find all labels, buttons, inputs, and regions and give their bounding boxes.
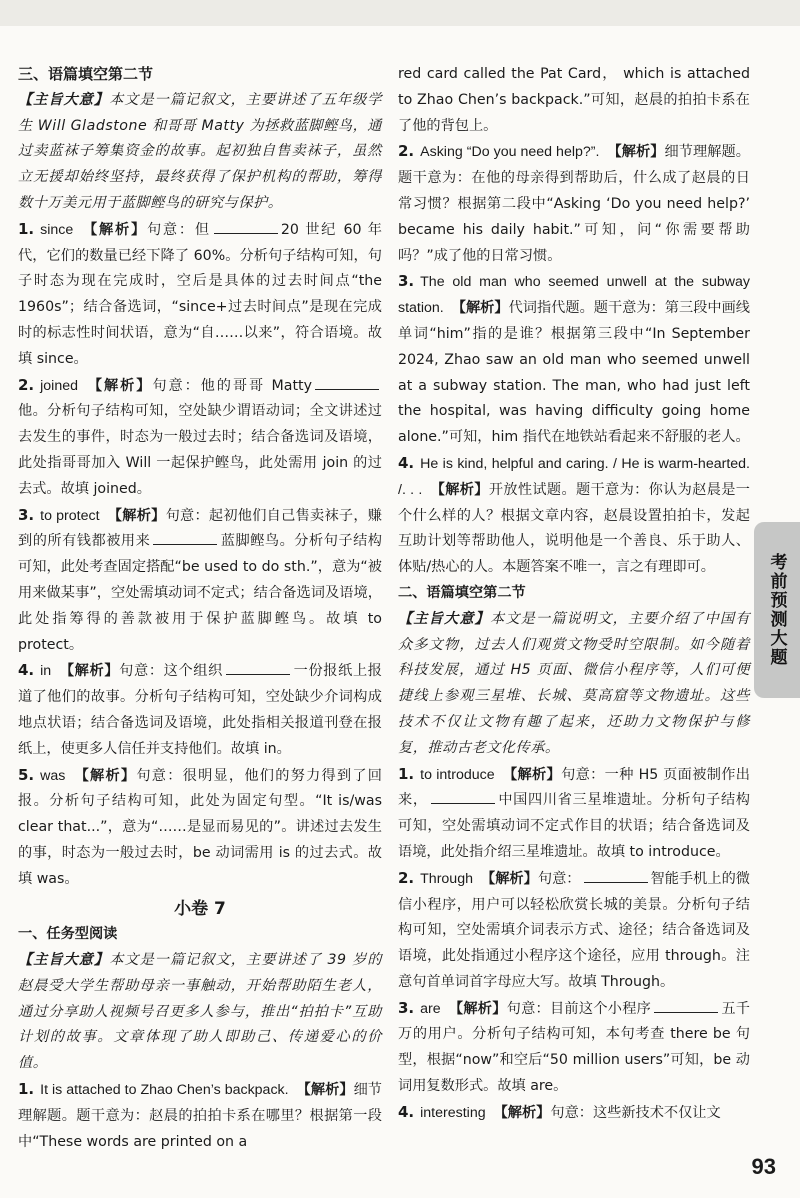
item-text: 蓝脚鲣鸟。分析句子结构可知，此处考查固定搭配“be used to do sth.”，意为“被用来做某事”，空处需填动词不定式；结合备选词及语境，此处指筹得的善款被用于保护蓝脚鲣鸟。故填 to protect。 — [18, 533, 382, 653]
item-answer: are — [420, 1000, 441, 1017]
answer-item — [18, 763, 382, 893]
item-number: 4. — [398, 1102, 415, 1121]
item-answer: joined — [40, 377, 79, 394]
answer-item — [18, 217, 382, 373]
summary-paragraph — [18, 88, 382, 217]
item-label: 【解析】 — [493, 1104, 551, 1121]
item-text: 句意：他的哥哥 Matty — [152, 377, 312, 394]
item-text: 20 世纪 60 年代，它们的数量已经下降了 60%。分析句子结构可知，句子时态为现在完成时，空后是具体的过去时间点“the 1960s”；结合备选词，“since+过去时间点”是现在完成时的标志性时间状语，意为“自……以来”，符合语境。故填 since。 — [18, 221, 382, 367]
item-text: 开放性试题。题干意为：你认为赵晨是一个什么样的人？根据文章内容，赵晨设置拍拍卡，发起互助计划等帮助他人，说明他是一个善良、乐于助人、体贴/热心的人。本题答案不唯一，言之有理即可。 — [398, 481, 750, 576]
answer-item — [18, 658, 382, 762]
item-label: 【解析】 — [480, 870, 538, 887]
item-label: 【解析】 — [81, 221, 147, 238]
item-text: 他。分析句子结构可知，空处缺少谓语动词；全文讲述过去发生的事件，时态为一般过去时；结合备选词及语境，此处指哥哥加入 Will 一起保护鲣鸟，此处需用 join 的过去式。故填 joined。 — [18, 403, 382, 497]
summary-text: 本文是一篇说明文，主要介绍了中国有众多文物，过去人们观赏文物受时空限制。如今随着科技发展，通过 H5 页面、微信小程序等，人们可便捷线上参观三星堆、长城、莫高窟等文物遗址。这些技术不仅让文物有趣了起来，还助力文物保护与修复，推动古老文化传承。 — [398, 610, 750, 756]
left-column — [18, 62, 382, 1155]
blank-line — [584, 868, 648, 883]
item-text: 句意：一种 H5 页面被制作出来， — [398, 766, 750, 809]
item-label: 【解析】 — [86, 377, 153, 394]
item-label: 【解析】 — [451, 300, 509, 317]
summary-text: 本文是一篇记叙文，主要讲述了 39 岁的赵晨受大学生帮助母亲一事触动，开始帮助陌生老人，通过分享助人视频号召更多人参与，推出“拍拍卡”互助计划的故事。文章体现了助人即助己、传递爱心的价值。 — [18, 952, 382, 1072]
summary-paragraph — [398, 607, 750, 762]
section-title: 一、任务型阅读 — [18, 926, 118, 943]
item-answer: It is attached to Zhao Chen’s backpack. — [40, 1082, 289, 1099]
item-text: 句意：这些新技术不仅让文 — [550, 1104, 721, 1121]
item-label: 【解析】 — [73, 767, 137, 784]
summary-text: 本文是一篇记叙文，主要讲述了五年级学生 Will Gladstone 和哥哥 Matty 为拯救蓝脚鲣鸟，通过卖蓝袜子筹集资金的故事。起初独自售卖袜子，虽然立无援却始终坚持，最终获得了保护机构的帮助，筹得数十万美元用于蓝脚鲣鸟的研究与保护。 — [18, 91, 382, 211]
item-number: 3. — [398, 272, 415, 291]
answer-item — [398, 1100, 750, 1127]
item-answer: Through — [420, 870, 473, 887]
blank-line — [214, 219, 278, 234]
blank-line — [226, 660, 290, 675]
answer-item — [398, 866, 750, 996]
item-label: 【解析】 — [296, 1082, 354, 1099]
answer-item — [398, 996, 750, 1100]
blank-line — [431, 789, 495, 804]
page-number: 93 — [751, 1154, 776, 1179]
item-answer: to introduce — [420, 766, 495, 783]
item-answer: was — [40, 767, 66, 784]
answer-item — [398, 269, 750, 451]
item-answer: The old man who seemed unwell at the subway station. — [398, 274, 750, 317]
right-column — [398, 62, 750, 1127]
summary-tag: 【主旨大意】 — [398, 610, 490, 627]
answer-item — [18, 373, 382, 503]
item-number: 1. — [18, 1080, 35, 1099]
item-text: 一份报纸上报道了他们的故事。分析句子结构可知，空处缺少介词构成地点状语；结合备选词及语境，此处指相关报道刊登在报纸上，使更多人信任并支持他们。故填 in。 — [18, 663, 382, 757]
item-label: 【解析】 — [448, 1000, 507, 1017]
summary-tag: 【主旨大意】 — [18, 91, 110, 108]
item-answer: interesting — [420, 1104, 486, 1121]
item-number: 2. — [398, 142, 415, 161]
item-text: 中国四川省三星堆遗址。分析句子结构可知，空处需填动词不定式作目的状语；结合备选词及语境，此处指介绍三星堆遗址。故填 to introduce。 — [398, 792, 750, 860]
answer-item — [398, 762, 750, 866]
blank-line — [315, 375, 379, 390]
item-number: 5. — [18, 765, 35, 784]
item-number: 2. — [398, 868, 415, 887]
item-text: 句意：目前这个小程序 — [506, 1000, 652, 1017]
item-label: 【解析】 — [430, 481, 489, 498]
item-text: 句意：这个组织 — [119, 663, 223, 680]
top-bar — [0, 0, 800, 26]
summary-paragraph — [18, 948, 382, 1077]
summary-tag: 【主旨大意】 — [18, 952, 110, 969]
item-label: 【解析】 — [107, 507, 166, 524]
item-number: 4. — [398, 453, 415, 472]
side-tab: 考前预测大题 — [754, 522, 800, 698]
item-number: 2. — [18, 375, 35, 394]
item-text: 句意： — [537, 870, 581, 887]
item-number: 3. — [398, 998, 415, 1017]
answer-item — [398, 451, 750, 581]
item-number: 1. — [18, 219, 35, 238]
item-text: 句意：但 — [146, 221, 211, 238]
answer-item — [18, 503, 382, 659]
item-text: 细节理解题。题干意为：在他的母亲得到帮助后，什么成了赵晨的日常习惯？根据第二段中“Asking ‘Do you need help?’ became his daily habit.”可知，问“你需要帮助吗？”成了他的日常习惯。 — [398, 144, 750, 264]
blank-line — [654, 998, 718, 1013]
section-title: 二、语篇填空第二节 — [398, 584, 526, 601]
item-answer: in — [40, 663, 52, 680]
item-label: 【解析】 — [607, 144, 665, 161]
answer-item — [18, 1077, 382, 1155]
item-number: 3. — [18, 505, 35, 524]
item-label: 【解析】 — [502, 766, 562, 783]
blank-line — [153, 530, 217, 545]
item-label: 【解析】 — [59, 663, 120, 680]
answer-item — [398, 139, 750, 269]
item-answer: since — [40, 221, 74, 238]
paper-title: 小卷 7 — [174, 898, 226, 919]
item-answer: to protect — [40, 507, 100, 524]
section-title: 三、语篇填空第二节 — [18, 65, 154, 83]
item-text: 句意：起初他们自己售卖袜子，赚到的所有钱都被用来 — [18, 507, 382, 550]
item-text: 细节理解题。题干意为：赵晨的拍拍卡系在哪里？根据第一段中“These words are printed on a — [18, 1082, 382, 1150]
item-answer: Asking “Do you need help?”. — [420, 144, 600, 161]
item-text: 智能手机上的微信小程序，用户可以轻松欣赏长城的美景。分析句子结构可知，空处需填介词表示方式、途径；结合备选词及语境，此处指通过小程序这个途径，应用 through。注意句首单词首字母应大写。故填 Through。 — [398, 870, 750, 990]
item-text: 五千万的用户。分析句子结构可知，本句考查 there be 句型，根据“now”和空后“50 million users”可知，be 动词用复数形式。故填 are。 — [398, 1000, 750, 1095]
item-text: 代词指代题。题干意为：第三段中画线单词“him”指的是谁？根据第三段中“In September 2024, Zhao saw an old man who seemed unwell at a subway station. The man, who had just left the hospital, was having difficulty going home alone.”可知，him 指代在地铁站看起来不舒服的老人。 — [398, 300, 750, 446]
item-number: 4. — [18, 661, 35, 680]
item-number: 1. — [398, 764, 415, 783]
continued-text: red card called the Pat Card， which is attached to Zhao Chen’s backpack.”可知，赵晨的拍拍卡系在了他的背包上。 — [398, 66, 750, 134]
item-text: 句意：很明显，他们的努力得到了回报。分析句子结构可知，此处为固定句型。“It is/was clear that...”，意为“……是显而易见的”。讲述过去发生的事，时态为一般过去时，be 动词需用 is 的过去式。故填 was。 — [18, 767, 382, 887]
item-answer: He is kind, helpful and caring. / He is warm-hearted. /. . . — [398, 455, 750, 498]
